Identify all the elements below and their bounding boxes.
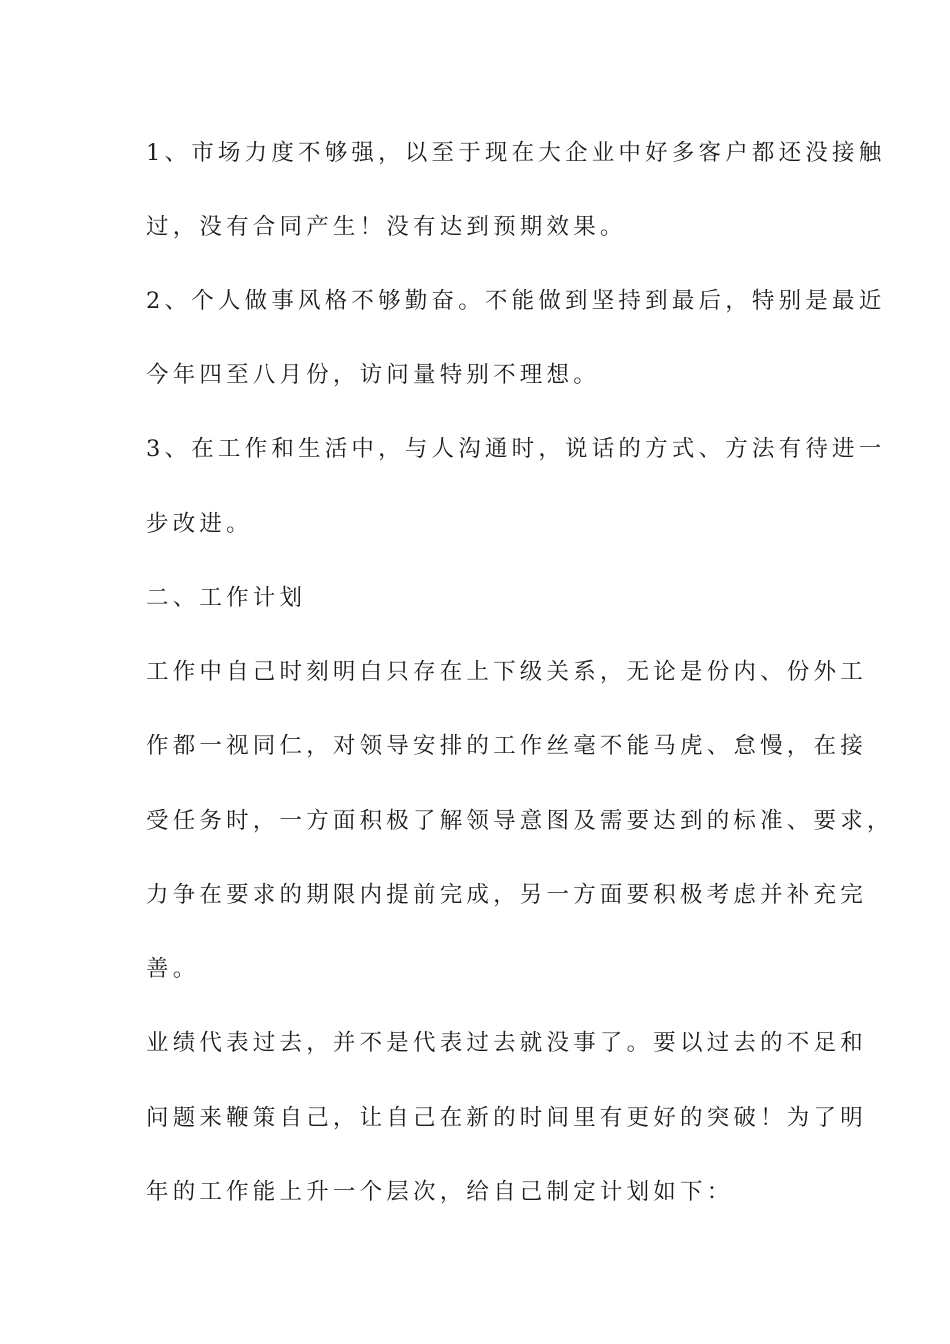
section-heading: 二、工作计划: [146, 585, 307, 611]
text-line: 工作中自己时刻明白只存在上下级关系，无论是份内、份外工: [146, 659, 867, 685]
text-line: 3、在工作和生活中，与人沟通时，说话的方式、方法有待进一: [146, 436, 886, 462]
text-line: 步改进。: [146, 511, 253, 537]
text-line: 1、市场力度不够强，以至于现在大企业中好多客户都还没接触: [146, 140, 886, 166]
text-line: 受任务时，一方面积极了解领导意图及需要达到的标准、要求，: [146, 808, 894, 834]
text-line: 2、个人做事风格不够勤奋。不能做到坚持到最后，特别是最近: [146, 288, 886, 314]
text-line: 力争在要求的期限内提前完成，另一方面要积极考虑并补充完: [146, 882, 867, 908]
text-line: 今年四至八月份，访问量特别不理想。: [146, 362, 600, 388]
text-line: 作都一视同仁，对领导安排的工作丝毫不能马虎、怠慢，在接: [146, 733, 867, 759]
text-line: 善。: [146, 956, 200, 982]
text-line: 年的工作能上升一个层次，给自己制定计划如下：: [146, 1179, 734, 1205]
text-line: 业绩代表过去，并不是代表过去就没事了。要以过去的不足和: [146, 1030, 867, 1056]
text-line: 问题来鞭策自己，让自己在新的时间里有更好的突破！为了明: [146, 1105, 867, 1131]
text-line: 过，没有合同产生！没有达到预期效果。: [146, 214, 627, 240]
